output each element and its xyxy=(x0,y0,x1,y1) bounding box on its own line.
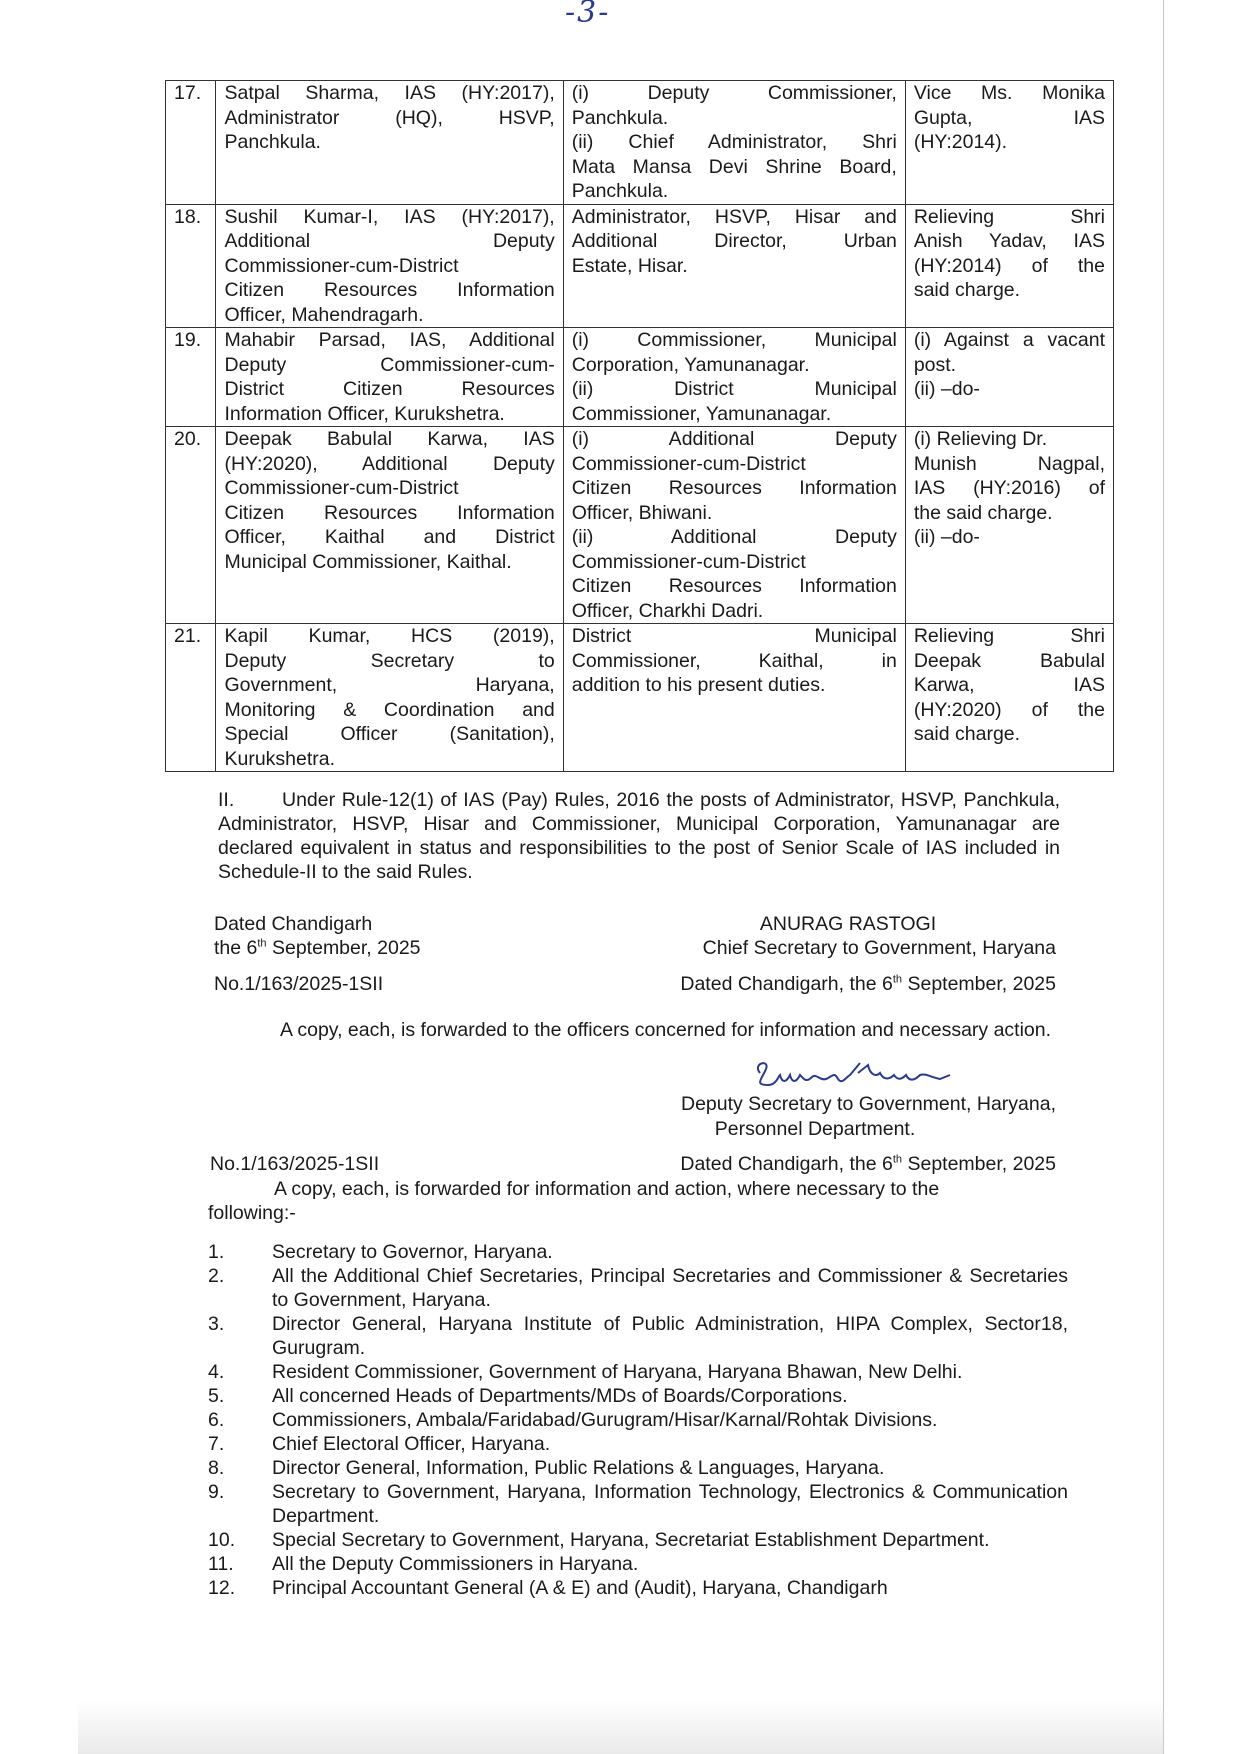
cell-text-line: Citizen Resources Information xyxy=(224,501,555,524)
officer-cell xyxy=(216,624,563,772)
list-item-number: 5. xyxy=(208,1385,225,1407)
cell-text-line: Officer, Kaithal and District xyxy=(224,526,555,548)
cell-text-line: Monitoring & Coordination and xyxy=(224,698,555,721)
scan-artifact xyxy=(78,1700,1163,1754)
list-item xyxy=(208,1576,1068,1600)
cell-text-line: (ii) District Municipal xyxy=(571,378,897,400)
cell-text-line: (i) Against a vacant xyxy=(913,329,1105,351)
cell-text-line: (HY:2014) of the xyxy=(913,254,1105,277)
signatory-designation: Chief Secretary to Government, Haryana xyxy=(702,937,1056,959)
list-item-text: All the Deputy Commissioners in Haryana. xyxy=(272,1553,639,1575)
cell-text-line: Citizen Resources Information xyxy=(224,279,555,301)
cell-text-line: Estate, Hisar. xyxy=(571,254,688,277)
date-text: September, 2025 xyxy=(902,973,1056,995)
cell-text-line: Satpal Sharma, IAS (HY:2017), xyxy=(224,82,555,104)
list-item-number: 3. xyxy=(208,1313,225,1335)
remarks-cell xyxy=(905,624,1113,772)
cell-text-line: Karwa, IAS xyxy=(913,674,1105,696)
section-text: Under Rule-12(1) of IAS (Pay) Rules, 2016 the posts of Administrator, HSVP, Panchkula, Administrator, HSVP, Hisar and Commissioner, Municipal Corporation, Yamunanagar are declared equivalent in status and responsibilities to the post of Senior Scale of IAS included in Schedule-II to the said Rules. xyxy=(218,789,1060,883)
cell-text-line: Panchkula. xyxy=(224,131,321,153)
date-text: September, 2025 xyxy=(266,937,421,959)
list-item xyxy=(208,1432,1068,1456)
officer-cell xyxy=(216,204,563,328)
posting-cell xyxy=(563,81,905,205)
endorsement-2-date xyxy=(620,1152,1056,1176)
list-item-text: Secretary to Government, Haryana, Information Technology, Electronics & Communication Department. xyxy=(272,1481,1068,1527)
cell-text-line: Additional Director, Urban xyxy=(571,230,897,252)
cell-text-line: Commissioner, Kaithal, in xyxy=(571,649,897,672)
cell-text-line: District Municipal xyxy=(571,625,897,647)
cell-text-line: Kapil Kumar, HCS (2019), xyxy=(224,625,555,647)
cell-text-line: Administrator, HSVP, Hisar and xyxy=(571,205,897,228)
list-item xyxy=(208,1360,1068,1384)
list-item xyxy=(208,1456,1068,1480)
cell-text-line: IAS (HY:2016) of xyxy=(913,477,1105,499)
deputy-designation: Deputy Secretary to Government, Haryana, xyxy=(680,1093,1056,1115)
table-row xyxy=(166,204,1114,328)
cell-text-line: Commissioner, Yamunanagar. xyxy=(571,402,832,425)
list-item-text: Principal Accountant General (A & E) and (Audit), Haryana, Chandigarh xyxy=(272,1577,888,1599)
list-item xyxy=(208,1240,1068,1264)
remarks-cell xyxy=(905,204,1113,328)
cell-text-line: Commissioner-cum-District xyxy=(224,477,459,499)
list-item xyxy=(208,1528,1068,1552)
remarks-cell xyxy=(905,328,1113,427)
cell-text-line: Kurukshetra. xyxy=(224,747,336,770)
cell-text-line: said charge. xyxy=(913,723,1021,745)
date-text: Dated Chandigarh, the 6 xyxy=(680,1153,893,1175)
remarks-cell xyxy=(905,81,1113,205)
signatory-name: ANURAG RASTOGI xyxy=(759,913,937,935)
officer-cell xyxy=(216,427,563,624)
endorsement-2-number: No.1/163/2025-1SII xyxy=(210,1153,380,1175)
table-row xyxy=(166,624,1114,772)
list-item-number: 11. xyxy=(208,1553,234,1575)
list-item-text: Special Secretary to Government, Haryana, Secretariat Establishment Department. xyxy=(272,1529,990,1551)
list-item xyxy=(208,1408,1068,1432)
list-item-number: 12. xyxy=(208,1577,236,1599)
list-item xyxy=(208,1384,1068,1408)
cell-text-line: Munish Nagpal, xyxy=(913,452,1105,475)
cell-text-line: Officer, Mahendragarh. xyxy=(224,303,424,326)
cell-text-line: Citizen Resources Information xyxy=(571,477,897,499)
list-item-text: Director General, Information, Public Relations & Languages, Haryana. xyxy=(272,1457,885,1479)
cell-text-line: Deputy Commissioner-cum- xyxy=(224,353,555,376)
handwritten-page-number: -3- xyxy=(565,0,611,30)
posting-cell xyxy=(563,427,905,624)
officer-cell xyxy=(216,81,563,205)
date-text: Dated Chandigarh, the 6 xyxy=(680,973,893,995)
list-item-number: 1. xyxy=(208,1241,225,1263)
list-item-number: 6. xyxy=(208,1409,225,1431)
list-item xyxy=(208,1552,1068,1576)
cell-text-line: the said charge. xyxy=(913,501,1053,524)
cell-text-line: (i) Relieving Dr. xyxy=(913,428,1048,450)
remarks-cell xyxy=(905,427,1113,624)
list-item-number: 2. xyxy=(208,1265,225,1287)
cell-text-line: Deepak Babulal xyxy=(913,649,1105,672)
cell-text-line: Citizen Resources Information xyxy=(571,575,897,597)
cell-text-line: Deputy Secretary to xyxy=(224,649,555,672)
serial-number: 21. xyxy=(166,624,216,772)
section-number: II. xyxy=(218,789,235,811)
postings-table xyxy=(165,80,1114,772)
date-text: the 6 xyxy=(214,937,258,959)
cell-text-line: Corporation, Yamunanagar. xyxy=(571,353,810,376)
posting-cell xyxy=(563,328,905,427)
date-ordinal: th xyxy=(257,937,267,950)
dated-place: Dated Chandigarh xyxy=(214,913,373,935)
cell-text-line: Deepak Babulal Karwa, IAS xyxy=(224,428,555,450)
list-item xyxy=(208,1312,1068,1360)
cell-text-line: (HY:2020), Additional Deputy xyxy=(224,452,555,475)
date-ordinal: th xyxy=(892,973,903,986)
cell-text-line: Commissioner-cum-District xyxy=(571,452,806,475)
date-ordinal: th xyxy=(892,1153,903,1166)
serial-number: 19. xyxy=(166,328,216,427)
cell-text-line: Anish Yadav, IAS xyxy=(913,230,1105,252)
list-item-text: Director General, Haryana Institute of Public Administration, HIPA Complex, Sector18, Gurugram. xyxy=(272,1313,1068,1359)
endorsement-1-date xyxy=(620,972,1056,996)
cell-text-line: Special Officer (Sanitation), xyxy=(224,723,555,745)
cell-text-line: Relieving Shri xyxy=(913,625,1105,647)
page-edge xyxy=(1163,0,1164,1754)
cell-text-line: Gupta, IAS xyxy=(913,106,1105,129)
list-item-text: Resident Commissioner, Government of Haryana, Haryana Bhawan, New Delhi. xyxy=(272,1361,963,1383)
cell-text-line: Mata Mansa Devi Shrine Board, xyxy=(571,155,897,178)
list-item-text: Secretary to Governor, Haryana. xyxy=(272,1241,553,1263)
cell-text-line: Information Officer, Kurukshetra. xyxy=(224,402,505,425)
table-row xyxy=(166,81,1114,205)
table-row xyxy=(166,328,1114,427)
cell-text-line: Mahabir Parsad, IAS, Additional xyxy=(224,329,555,351)
cell-text-line: (i) Additional Deputy xyxy=(571,428,897,450)
cell-text-line: Administrator (HQ), HSVP, xyxy=(224,106,555,129)
distribution-list xyxy=(208,1240,1068,1600)
posting-cell xyxy=(563,624,905,772)
cell-text-line: post. xyxy=(913,353,957,376)
list-item-text: All concerned Heads of Departments/MDs of Boards/Corporations. xyxy=(272,1385,848,1407)
serial-number: 17. xyxy=(166,81,216,205)
posting-cell xyxy=(563,204,905,328)
cell-text-line: (i) Deputy Commissioner, xyxy=(571,82,897,104)
cell-text-line: District Citizen Resources xyxy=(224,378,555,400)
endorsement-1-number: No.1/163/2025-1SII xyxy=(214,973,384,995)
cell-text-line: Commissioner-cum-District xyxy=(224,254,459,277)
cell-text-line: Panchkula. xyxy=(571,180,669,202)
list-item-text: Chief Electoral Officer, Haryana. xyxy=(272,1433,551,1455)
list-item-number: 9. xyxy=(208,1481,225,1503)
list-item xyxy=(208,1264,1068,1312)
endorsement-2-text: A copy, each, is forwarded for information and action, where necessary to the following:- xyxy=(208,1178,940,1224)
table-row xyxy=(166,427,1114,624)
cell-text-line: (ii) Additional Deputy xyxy=(571,526,897,548)
cell-text-line: Vice Ms. Monika xyxy=(913,82,1105,104)
cell-text-line: Officer, Bhiwani. xyxy=(571,501,713,524)
handwritten-signature xyxy=(750,1055,1010,1095)
cell-text-line: Municipal Commissioner, Kaithal. xyxy=(224,550,512,573)
cell-text-line: Relieving Shri xyxy=(913,205,1105,228)
cell-text-line: Commissioner-cum-District xyxy=(571,550,806,573)
cell-text-line: said charge. xyxy=(913,279,1021,301)
serial-number: 20. xyxy=(166,427,216,624)
cell-text-line: (ii) Chief Administrator, Shri xyxy=(571,131,897,153)
list-item-text: All the Additional Chief Secretaries, Principal Secretaries and Commissioner & Secretaries to Government, Haryana. xyxy=(272,1265,1068,1311)
list-item-number: 8. xyxy=(208,1457,225,1479)
date-text: September, 2025 xyxy=(902,1153,1056,1175)
cell-text-line: (ii) –do- xyxy=(913,378,980,400)
endorsement-1-text: A copy, each, is forwarded to the officers concerned for information and necessary action. xyxy=(280,1019,1052,1041)
dated-date xyxy=(214,936,544,960)
cell-text-line: (i) Commissioner, Municipal xyxy=(571,329,897,351)
list-item-number: 4. xyxy=(208,1361,225,1383)
cell-text-line: Officer, Charkhi Dadri. xyxy=(571,599,764,622)
list-item-number: 10. xyxy=(208,1529,236,1551)
list-item-text: Commissioners, Ambala/Faridabad/Gurugram/Hisar/Karnal/Rohtak Divisions. xyxy=(272,1409,938,1431)
cell-text-line: (HY:2020) of the xyxy=(913,698,1105,721)
list-item-number: 7. xyxy=(208,1433,225,1455)
cell-text-line: (ii) –do- xyxy=(913,526,980,548)
serial-number: 18. xyxy=(166,204,216,328)
cell-text-line: addition to his present duties. xyxy=(571,674,826,696)
list-item xyxy=(208,1480,1068,1528)
officer-cell xyxy=(216,328,563,427)
signatory-block xyxy=(640,912,1056,960)
deputy-department: Personnel Department. xyxy=(714,1118,916,1140)
dated-block xyxy=(214,912,544,960)
cell-text-line: (HY:2014). xyxy=(913,131,1008,153)
section-ii-paragraph xyxy=(218,788,1060,884)
cell-text-line: Panchkula. xyxy=(571,106,669,129)
cell-text-line: Additional Deputy xyxy=(224,230,555,252)
cell-text-line: Government, Haryana, xyxy=(224,674,555,696)
cell-text-line: Sushil Kumar-I, IAS (HY:2017), xyxy=(224,205,555,228)
